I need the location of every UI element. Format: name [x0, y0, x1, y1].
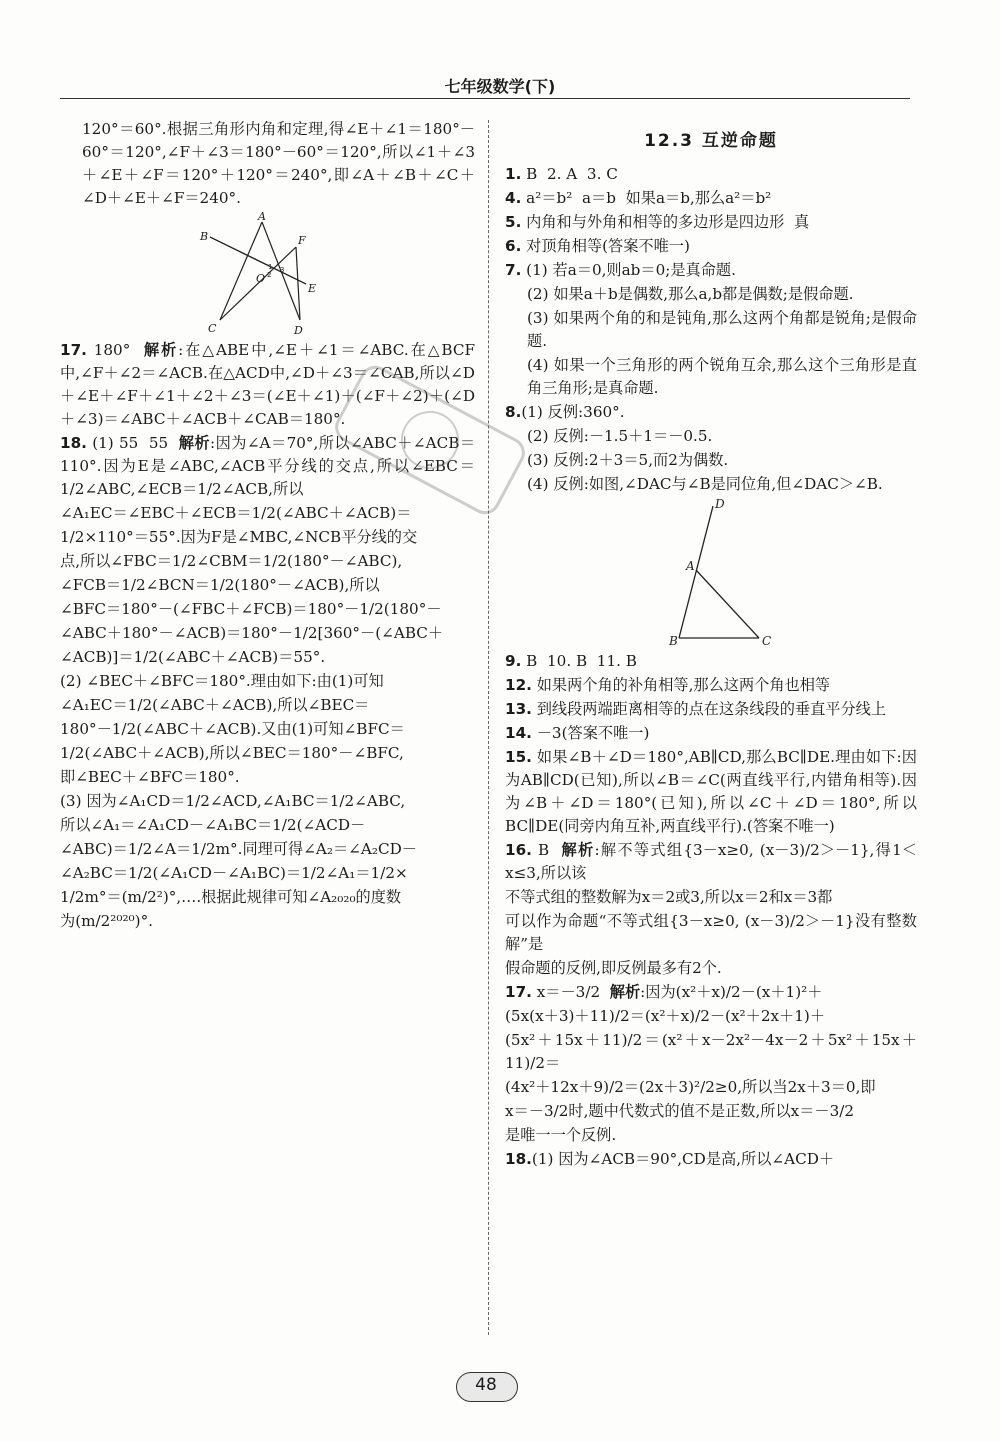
- q7-line: (3) 如果两个角的和是钝角,那么这两个角都是锐角;是假命题.: [527, 309, 917, 350]
- q18-line: ∠A₁EC＝1/2(∠ABC＋∠ACB),所以∠BEC＝: [60, 696, 370, 714]
- star-figure: [198, 212, 338, 337]
- answer-item: 13. 到线段两端距离相等的点在这条线段的垂直平分线上: [505, 700, 887, 718]
- q8-line: (4) 反例:如图,∠DAC与∠B是同位角,但∠DAC＞∠B.: [527, 475, 883, 493]
- section-title: 12.3 互逆命题: [644, 131, 778, 151]
- q18-line: 1/2m°＝(m/2²)°,….根据此规律可知∠A₂₀₂₀的度数: [60, 888, 402, 906]
- fig2-label-c: C: [762, 634, 772, 648]
- column-divider: [488, 120, 489, 1335]
- q8-line: (3) 反例:2＋3＝5,而2为偶数.: [527, 451, 729, 469]
- q18-line: ∠A₂BC＝1/2(∠A₁CD－∠A₁BC)＝1/2∠A₁＝1/2×: [60, 864, 408, 882]
- q7-line: (2) 如果a＋b是偶数,那么a,b都是偶数;是假命题.: [527, 285, 854, 303]
- q18-line: ∠FCB＝1/2∠BCN＝1/2(180°－∠ACB),所以: [60, 576, 380, 594]
- q17-line: (5x(x＋3)＋11)/2＝(x²＋x)/2－(x²＋2x＋1)＋: [505, 1007, 826, 1025]
- left-column: [60, 118, 475, 934]
- fig1-angle-3: 3: [279, 266, 284, 274]
- fig2-label-b: B: [669, 634, 678, 648]
- q18-line: 即∠BEC＋∠BFC＝180°.: [60, 768, 240, 786]
- answer-item: 12. 如果两个角的补角相等,那么这两个角也相等: [505, 676, 831, 694]
- page-number: 48: [475, 1375, 497, 1395]
- intro-text: 120°＝60°.根据三角形内角和定理,得∠E＋∠1＝180°－60°＝120°,∠F＋∠3＝180°－60°＝120°,所以∠1＋∠3＋∠E＋∠F＝120°＋120°＝240°,即∠A＋∠B＋∠C＋∠D＋∠E＋∠F＝240°.: [82, 120, 475, 207]
- fig1-label-b: B: [199, 230, 208, 243]
- q18-line: 点,所以∠FBC＝1/2∠CBM＝1/2(180°－∠ABC),: [60, 552, 403, 570]
- fig2-label-a: A: [686, 559, 695, 573]
- q17-line: (4x²＋12x＋9)/2＝(2x＋3)²/2≥0,所以当2x＋3＝0,即: [505, 1078, 876, 1096]
- fig1-label-c: C: [207, 322, 216, 335]
- q17-line: x＝－3/2时,题中代数式的值不是正数,所以x＝－3/2: [505, 1102, 855, 1120]
- q18-line: ∠ABC＋180°－∠ACB)＝180°－1/2[360°－(∠ABC＋: [60, 624, 444, 642]
- question-18: 18.(1) 因为∠ACB＝90°,CD是高,所以∠ACD＋: [505, 1150, 835, 1168]
- fig1-label-d: D: [293, 324, 303, 337]
- question-16: 16. B 解析:解不等式组{3－x≥0, (x－3)/2＞－1},得1＜x≤3,所以该: [505, 841, 917, 882]
- q18-line: 所以∠A₁＝∠A₁CD－∠A₁BC＝1/2(∠ACD－: [60, 816, 366, 834]
- answer-item: 5. 内角和与外角和相等的多边形是四边形 真: [505, 213, 810, 231]
- page-number-badge: [456, 1372, 516, 1402]
- q18-line: ∠ABC)＝1/2∠A＝1/2m°.同理可得∠A₂＝∠A₂CD－: [60, 840, 417, 858]
- question-8: 8.(1) 反例:360°.: [505, 403, 625, 421]
- question-17: 17. 180° 解析:在△ABE中,∠E＋∠1＝∠ABC.在△BCF中,∠F＋∠2＝∠ACB.在△ACD中,∠D＋∠3＝∠CAB,所以∠D＋∠E＋∠F＋∠1＋∠2＋∠3＝(∠E＋∠1)＋(∠F＋∠2)＋(∠D＋∠3)＝∠ABC＋∠ACB＋∠CAB＝180°.: [60, 341, 475, 428]
- page-header: [0, 70, 1000, 104]
- answer-item: 6. 对顶角相等(答案不唯一): [505, 237, 690, 255]
- answer-item: 15. 如果∠B＋∠D＝180°,AB∥CD,那么BC∥DE.理由如下:因为AB∥CD(已知),所以∠B＝∠C(两直线平行,内错角相等).因为∠B＋∠D＝180°(已知),所以∠C＋∠D＝180°,所以BC∥DE(同旁内角互补,两直线平行).(答案不唯一): [505, 748, 917, 835]
- answer-item: 4. a²＝b² a＝b 如果a＝b,那么a²＝b²: [505, 189, 772, 207]
- q7-line: (4) 如果一个三角形的两个锐角互余,那么这个三角形是直角三角形;是真命题.: [527, 356, 917, 397]
- q18-line: ∠BFC＝180°－(∠FBC＋∠FCB)＝180°－1/2(180°－: [60, 600, 442, 618]
- q18-line: (3) 因为∠A₁CD＝1/2∠ACD,∠A₁BC＝1/2∠ABC,: [60, 792, 406, 810]
- fig1-label-a: A: [257, 212, 266, 223]
- q18-line: ∠ACB)]＝1/2(∠ABC＋∠ACB)＝55°.: [60, 648, 326, 666]
- page-title: 七年级数学(下): [444, 77, 556, 96]
- q8-line: (2) 反例:－1.5＋1＝－0.5.: [527, 427, 713, 445]
- q18-line: 1/2×110°＝55°.因为F是∠MBC,∠NCB平分线的交: [60, 528, 418, 546]
- fig1-label-o: O: [255, 272, 265, 285]
- answer-item: 7. (1) 若a＝0,则ab＝0;是真命题.: [505, 261, 736, 279]
- q17-line: (5x²＋15x＋11)/2＝(x²＋x－2x²－4x－2＋5x²＋15x＋11)/2＝: [505, 1031, 917, 1072]
- q16-line: 可以作为命题“不等式组{3－x≥0, (x－3)/2＞－1}没有整数解”是: [505, 912, 917, 953]
- fig2-label-d: D: [715, 498, 725, 511]
- answer-item: 9. B 10. B 11. B: [505, 652, 637, 670]
- question-17: 17. x＝－3/2 解析:因为(x²＋x)/2－(x＋1)²＋: [505, 983, 823, 1001]
- header-rule: [60, 98, 910, 99]
- q16-line: 假命题的反例,即反例最多有2个.: [505, 959, 722, 977]
- answer-item: 14. －3(答案不唯一): [505, 724, 650, 742]
- fig1-label-f: F: [297, 234, 306, 247]
- right-column: [505, 118, 917, 1172]
- question-18-head: 18. (1) 55 55 解析:因为∠A＝70°,所以∠ABC＋∠ACB＝110°.因为E是∠ABC,∠ACB平分线的交点,所以∠EBC＝1/2∠ABC,∠ECB＝1/2∠ACB,所以: [60, 434, 476, 498]
- q18-line: ∠A₁EC＝∠EBC＋∠ECB＝1/2(∠ABC＋∠ACB)＝: [60, 504, 412, 522]
- q18-line: 为(m/2²⁰²⁰)°.: [60, 912, 153, 930]
- q17-line: 是唯一一个反例.: [505, 1126, 617, 1144]
- q18-line: 1/2(∠ABC＋∠ACB),所以∠BEC＝180°－∠BFC,: [60, 744, 404, 762]
- fig1-angle-2: 2: [266, 271, 271, 279]
- q18-line: 180°－1/2(∠ABC＋∠ACB).又由(1)可知∠BFC＝: [60, 720, 405, 738]
- answer-item: 1. B 2. A 3. C: [505, 165, 618, 183]
- fig1-label-e: E: [307, 282, 316, 295]
- triangle-figure: [641, 498, 781, 648]
- q16-line: 不等式组的整数解为x＝2或3,所以x＝2和x＝3都: [505, 888, 833, 906]
- fig1-angle-1: 1: [267, 263, 272, 271]
- q18-line: (2) ∠BEC＋∠BFC＝180°.理由如下:由(1)可知: [60, 672, 384, 690]
